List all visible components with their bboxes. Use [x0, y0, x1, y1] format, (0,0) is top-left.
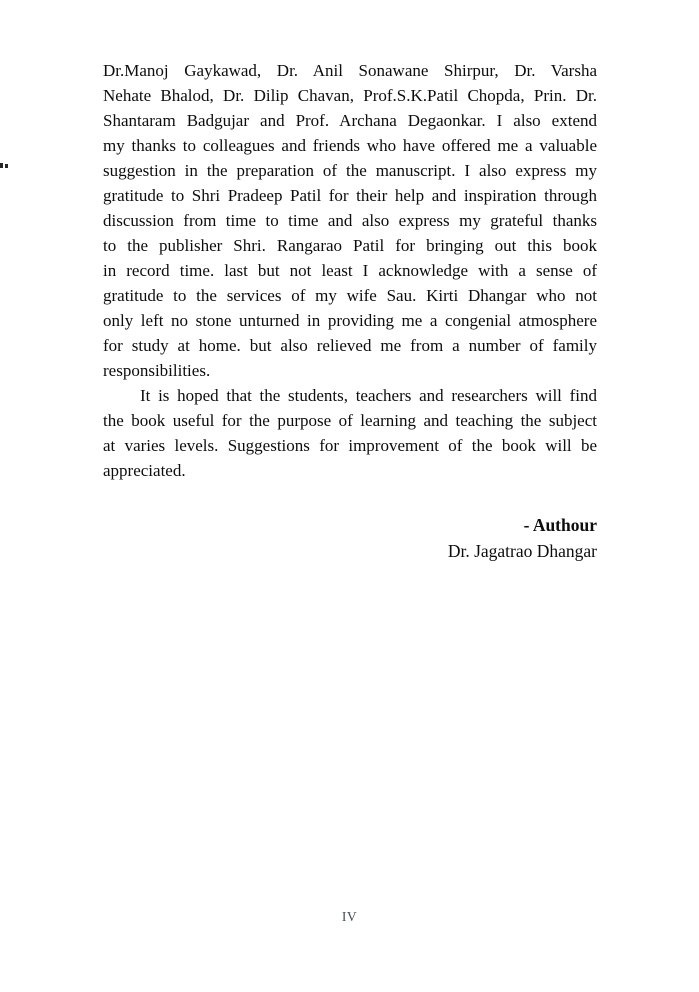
text-line: It is hoped that the students, teachers and researchers will find: [140, 386, 597, 405]
text-line: my thanks to colleagues and friends who have offered me a valuable: [103, 136, 597, 155]
scan-speck: [0, 163, 3, 168]
text-line: to the publisher Shri. Rangarao Patil for bringing out this book: [103, 236, 597, 255]
text-line: gratitude to Shri Pradeep Patil for their help and inspiration through: [103, 186, 597, 205]
text-line: Shantaram Badgujar and Prof. Archana Degaonkar. I also extend: [103, 111, 597, 130]
paragraph-hope: [103, 383, 597, 483]
signature-block: [103, 513, 597, 564]
author-name: Dr. Jagatrao Dhangar: [447, 541, 597, 561]
text-line: in record time. last but not least I acknowledge with a sense of: [103, 261, 597, 280]
text-line: appreciated.: [103, 461, 186, 480]
page-number: IV: [341, 909, 358, 924]
text-line: at varies levels. Suggestions for improvement of the book will be: [103, 436, 597, 455]
text-line: discussion from time to time and also express my grateful thanks: [103, 211, 597, 230]
text-line: gratitude to the services of my wife Sau. Kirti Dhangar who not: [103, 286, 597, 305]
acknowledgment-text: [103, 58, 597, 564]
text-line: the book useful for the purpose of learning and teaching the subject: [103, 411, 597, 430]
author-label: - Authour: [523, 515, 597, 535]
paragraph-acknowledgments: [103, 58, 597, 383]
text-line: Dr.Manoj Gaykawad, Dr. Anil Sonawane Shirpur, Dr. Varsha: [103, 61, 597, 80]
text-line: Nehate Bhalod, Dr. Dilip Chavan, Prof.S.K.Patil Chopda, Prin. Dr.: [103, 86, 597, 105]
text-line: only left no stone unturned in providing me a congenial atmosphere: [103, 311, 597, 330]
scan-speck: [5, 164, 8, 168]
text-line: suggestion in the preparation of the manuscript. I also express my: [103, 161, 597, 180]
text-line: responsibilities.: [103, 361, 211, 380]
scan-artifact: [0, 162, 9, 168]
text-line: for study at home. but also relieved me from a number of family: [103, 336, 597, 355]
